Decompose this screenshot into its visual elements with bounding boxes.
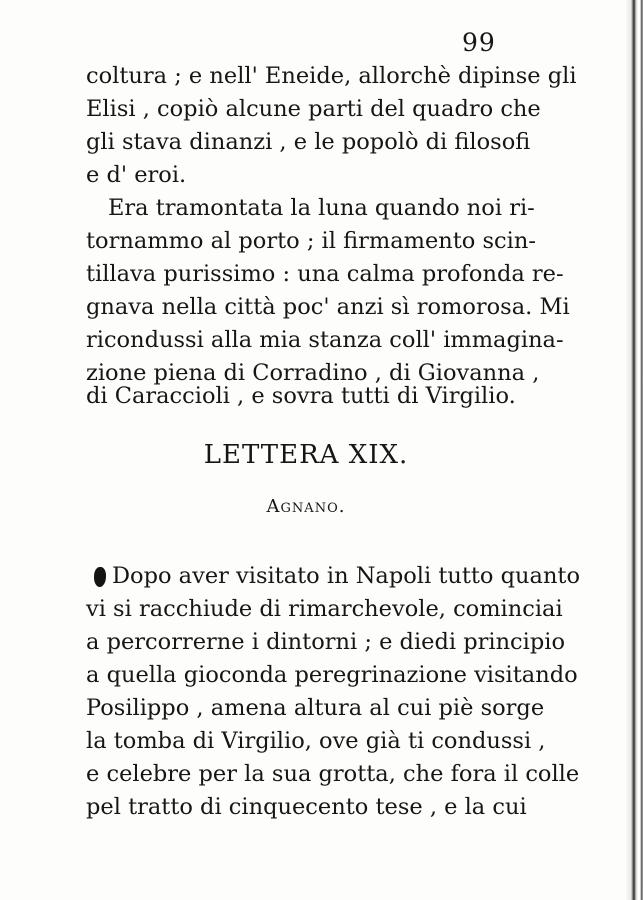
- text-line: pel tratto di cinquecento tese , e la cui: [86, 794, 527, 820]
- text-line: di Caraccioli , e sovra tutti di Virgilio.: [86, 383, 516, 409]
- text-line: Era tramontata la luna quando noi ri-: [108, 195, 535, 221]
- text-line: tillava purissimo : una calma profonda re-: [86, 261, 564, 287]
- text-line: coltura ; e nell' Eneide, allorchè dipinse gli: [86, 63, 577, 89]
- page-number: 99: [462, 28, 496, 57]
- text-line: gnava nella città poc' anzi sì romorosa. Mi: [86, 294, 570, 320]
- text-line: Posilippo , amena altura al cui piè sorge: [86, 695, 545, 721]
- text-line: e d' eroi.: [86, 162, 187, 188]
- text-line: e celebre per la sua grotta, che fora il colle: [86, 761, 580, 787]
- text-line: Dopo aver visitato in Napoli tutto quanto: [112, 563, 581, 589]
- text-line: ricondussi alla mia stanza coll' immagina-: [86, 327, 564, 353]
- text-line: vi si racchiude di rimarchevole, cominciai: [86, 596, 563, 622]
- text-line: tornammo al porto ; il firmamento scin-: [86, 228, 536, 254]
- letter-subtitle: Agnano.: [266, 496, 346, 517]
- text-line: a quella gioconda peregrinazione visitando: [86, 662, 578, 688]
- ink-blot: [94, 567, 106, 587]
- text-line: la tomba di Virgilio, ove già ti condussi ,: [86, 728, 546, 754]
- letter-title: LETTERA XIX.: [203, 440, 409, 470]
- text-line: gli stava dinanzi , e le popolò di filosofi: [86, 129, 531, 155]
- page-edge-shadow: [625, 0, 643, 900]
- text-line: Elisi , copiò alcune parti del quadro che: [86, 96, 541, 122]
- text-line: a percorrerne i dintorni ; e diedi principio: [86, 629, 566, 655]
- text-line: zione piena di Corradino , di Giovanna ,: [86, 360, 540, 386]
